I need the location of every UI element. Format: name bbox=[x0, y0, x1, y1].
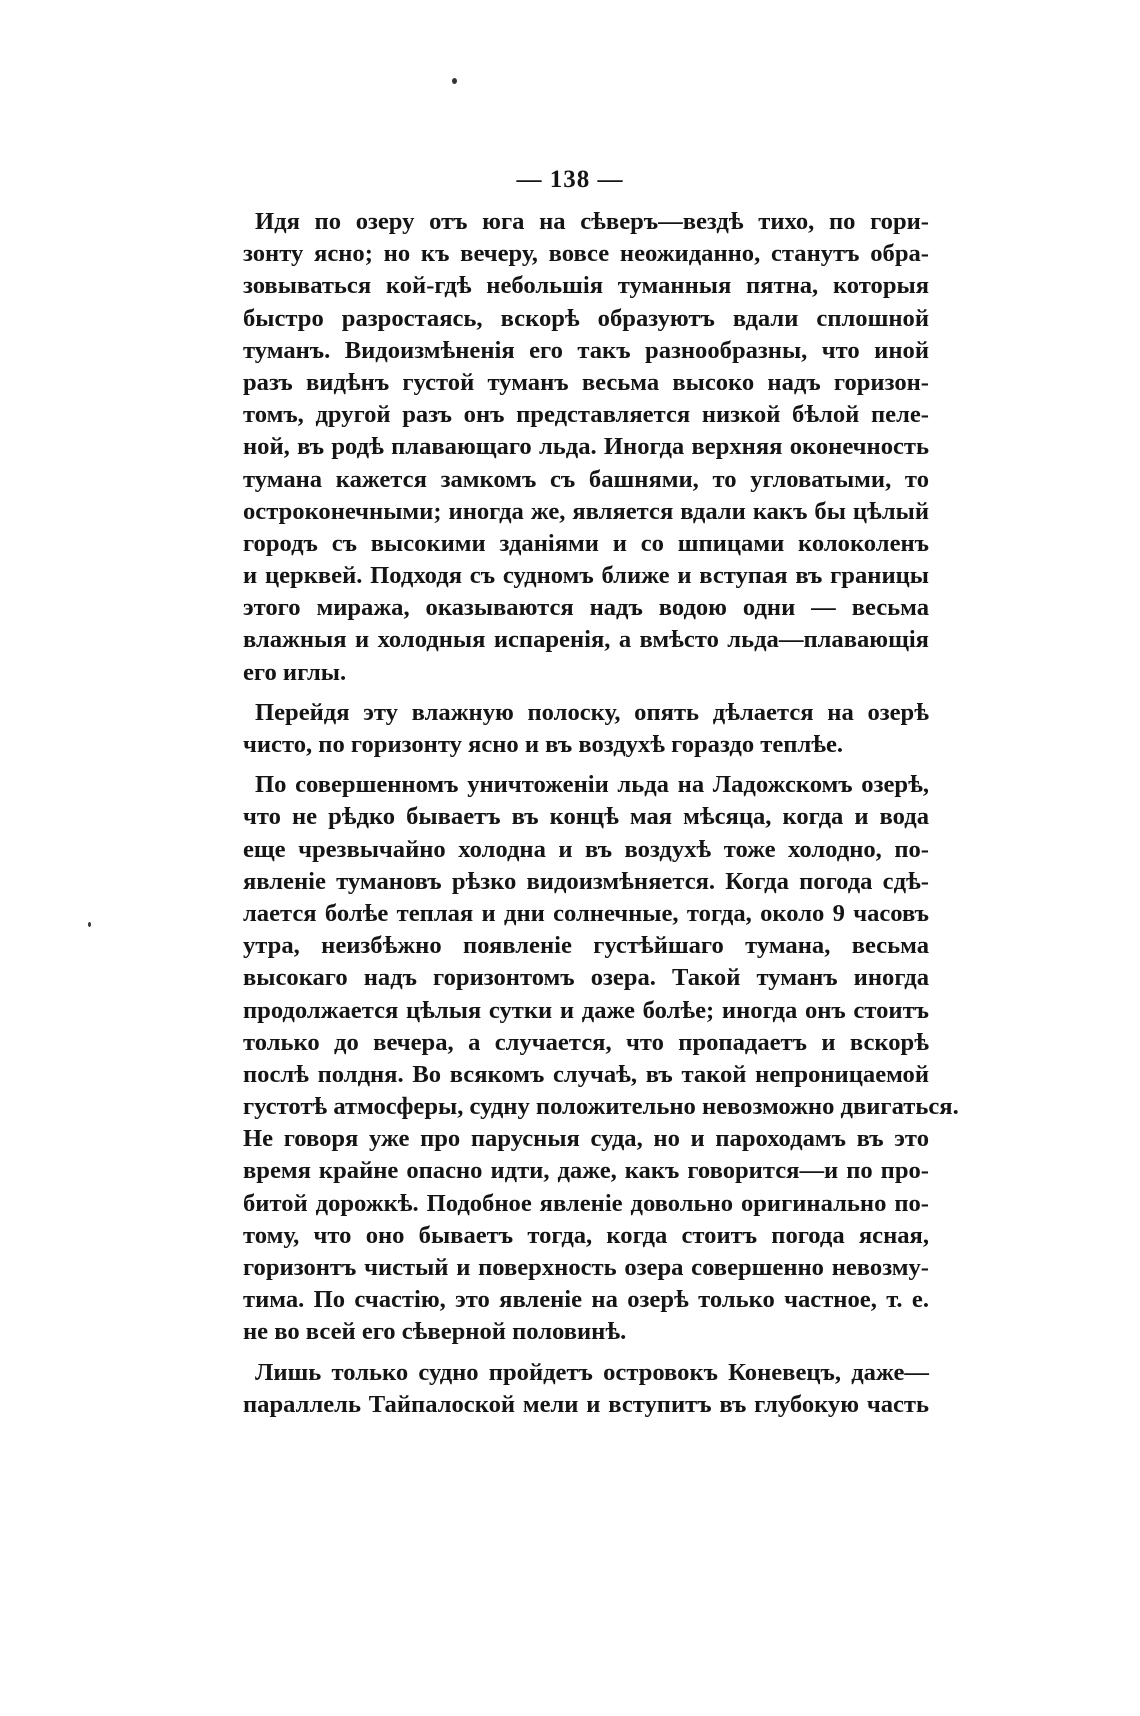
text-line: Не говоря уже про парусныя суда, но и пароходамъ въ это bbox=[243, 1125, 929, 1153]
paragraph-gap bbox=[243, 689, 929, 697]
text-line: тому, что оно бываетъ тогда, когда стоитъ погода ясная, bbox=[243, 1221, 929, 1249]
text-line: ной, въ родѣ плавающаго льда. Иногда верхняя оконечность bbox=[243, 433, 929, 461]
text-line: томъ, другой разъ онъ представляется низкой бѣлой пеле- bbox=[243, 401, 929, 429]
text-line: послѣ полдня. Во всякомъ случаѣ, въ такой непроницаемой bbox=[243, 1060, 929, 1088]
body-text bbox=[243, 206, 959, 1421]
text-line: туманъ. Видоизмѣненія его такъ разнообразны, что иной bbox=[243, 336, 929, 364]
text-line: тумана кажется замкомъ съ башнями, то угловатыми, то bbox=[243, 465, 929, 493]
text-line: тима. По счастію, это явленіе на озерѣ только частное, т. е. bbox=[243, 1286, 929, 1314]
text-line: продолжается цѣлыя сутки и даже болѣе; иногда онъ стоитъ bbox=[243, 996, 929, 1024]
text-line: зонту ясно; но къ вечеру, вовсе неожиданно, станутъ обра- bbox=[243, 240, 929, 268]
text-line: лается болѣе теплая и дни солнечные, тогда, около 9 часовъ bbox=[243, 899, 929, 927]
text-line: битой дорожкѣ. Подобное явленіе довольно оригинально по- bbox=[243, 1189, 929, 1217]
text-line: разъ видѣнъ густой туманъ весьма высоко надъ горизон- bbox=[243, 368, 929, 396]
paragraph bbox=[243, 697, 929, 761]
page-number: — 138 — bbox=[516, 166, 624, 193]
text-line: чисто, по горизонту ясно и въ воздухѣ гораздо теплѣе. bbox=[243, 731, 844, 758]
text-line: остроконечными; иногда же, является вдали какъ бы цѣлый bbox=[243, 497, 929, 525]
text-line: По совершенномъ уничтоженіи льда на Ладожскомъ озерѣ, bbox=[255, 771, 929, 799]
text-line: городъ съ высокими зданіями и со шпицами колоколенъ bbox=[243, 529, 929, 557]
paragraph-gap bbox=[243, 1349, 929, 1357]
print-speck bbox=[88, 922, 91, 927]
text-line: зовываться кой-гдѣ небольшія туманныя пятна, которыя bbox=[243, 272, 929, 300]
text-line: еще чрезвычайно холодна и въ воздухѣ тоже холодно, по- bbox=[243, 835, 929, 863]
text-line: его иглы. bbox=[243, 658, 347, 686]
print-speck bbox=[452, 78, 457, 84]
paragraph bbox=[243, 1357, 929, 1421]
text-line: и церквей. Подходя съ судномъ ближе и вступая въ границы bbox=[243, 562, 929, 590]
paragraph bbox=[243, 769, 959, 1348]
text-line: Идя по озеру отъ юга на сѣверъ—вездѣ тихо, по гори- bbox=[255, 208, 929, 235]
text-line: высокаго надъ горизонтомъ озера. Такой туманъ иногда bbox=[243, 964, 929, 992]
text-line: густотѣ атмосферы, судну положительно невозможно двигаться. bbox=[243, 1093, 959, 1121]
text-line: время крайне опасно идти, даже, какъ говорится—и по про- bbox=[243, 1157, 929, 1185]
paragraph-gap bbox=[243, 761, 929, 769]
text-line: что не рѣдко бываетъ въ концѣ мая мѣсяца, когда и вода bbox=[243, 803, 929, 831]
text-line: явленіе тумановъ рѣзко видоизмѣняется. Когда погода сдѣ- bbox=[243, 867, 929, 895]
text-line: Лишь только судно пройдетъ островокъ Коневецъ, даже— bbox=[255, 1358, 929, 1386]
text-line: утра, неизбѣжно появленіе густѣйшаго тумана, весьма bbox=[243, 932, 929, 960]
text-line: Перейдя эту влажную полоску, опять дѣлается на озерѣ bbox=[255, 698, 929, 726]
text-line: только до вечера, а случается, что пропадаетъ и вскорѣ bbox=[243, 1028, 929, 1056]
paragraph bbox=[243, 206, 929, 689]
text-line: этого миража, оказываются надъ водою одни — весьма bbox=[243, 594, 929, 622]
text-line: быстро разростаясь, вскорѣ образуютъ вдали сплошной bbox=[243, 304, 929, 332]
text-line: влажныя и холодныя испаренія, а вмѣсто льда—плавающія bbox=[243, 626, 929, 654]
text-line: параллель Тайпалоской мели и вступитъ въ глубокую часть bbox=[243, 1390, 929, 1418]
text-line: не во всей его сѣверной половинѣ. bbox=[243, 1318, 627, 1346]
text-line: горизонтъ чистый и поверхность озера совершенно невозму- bbox=[243, 1254, 929, 1281]
